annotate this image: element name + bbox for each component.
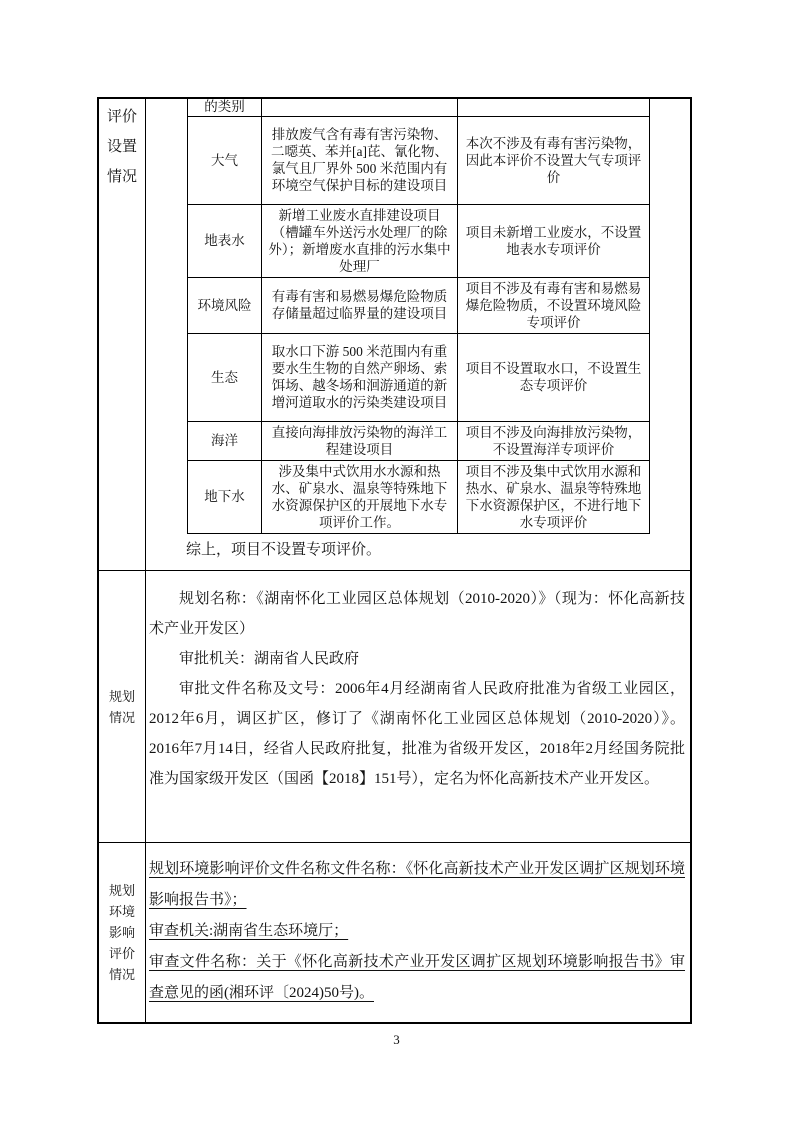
criteria-cell: 取水口下游 500 米范围内有重要水生生物的自然产卵场、索饵场、越冬场和洄游通道的新增河道取水的污染类建设项目 (262, 333, 458, 421)
category-cell: 生态 (188, 333, 262, 421)
label-line: 设置 (106, 139, 137, 155)
table-row-environmental-risk (188, 277, 650, 333)
category-cell: 大气 (188, 116, 262, 204)
label-line: 情况 (108, 967, 135, 982)
carryover-category-cell: 的类别 (188, 99, 262, 116)
planning-eia-paragraph: 规划环境影响评价文件名称文件名称：《怀化高新技术产业开发区调扩区规划环境影响报告书》； (149, 861, 685, 908)
planning-eia-content (146, 843, 690, 1022)
planning-paragraph: 审批机关：湖南省人民政府 (179, 651, 360, 667)
carryover-conclusion-cell (458, 99, 650, 116)
label-line: 环境 (108, 904, 135, 919)
conclusion-cell: 项目不涉及有毒有害和易燃易爆危险物质，不设置环境风险专项评价 (458, 277, 650, 333)
conclusion-cell: 项目不涉及向海排放污染物，不设置海洋专项评价 (458, 421, 650, 460)
carryover-criteria-cell (262, 99, 458, 116)
evaluation-setup-row (99, 99, 690, 570)
label-line: 规划 (108, 688, 135, 704)
planning-eia-row (99, 842, 690, 1022)
category-cell: 地下水 (188, 460, 262, 533)
table-row-ecology (188, 333, 650, 421)
conclusion-cell: 项目不设置取水口，不设置生态专项评价 (458, 333, 650, 421)
label-line: 评价 (108, 946, 135, 961)
planning-eia-paragraph: 审查文件名称：关于《怀化高新技术产业开发区调扩区规划环境影响报告书》审查意见的函(湘环评〔2024)50号)。 (149, 954, 685, 1001)
criteria-cell: 有毒有害和易燃易爆危险物质存储量超过临界量的建设项目 (262, 277, 458, 333)
planning-paragraph: 审批文件名称及文号：2006年4月经湖南省人民政府批准为省级工业园区，2012年6月，调区扩区，修订了《湖南怀化工业园区总体规划（2010-2020）》。2016年7月14日，经省人民政府批复，批准为省级开发区，2018年2月经国务院批准为国家级开发区（国函【2018】151号），定名为怀化高新技术产业开发区。 (149, 681, 685, 787)
category-cell: 海洋 (188, 421, 262, 460)
label-line: 情况 (108, 709, 135, 725)
criteria-cell: 涉及集中式饮用水水源和热水、矿泉水、温泉等特殊地下水资源保护区的开展地下水专项评价工作。 (262, 460, 458, 533)
evaluation-setup-row-label (99, 99, 146, 570)
criteria-cell: 新增工业废水直排建设项目（槽罐车外送污水处理厂的除外）；新增废水直排的污水集中处理厂 (262, 204, 458, 277)
special-topic-table (187, 99, 650, 534)
form-table (97, 97, 692, 1024)
conclusion-cell: 项目不涉及集中式饮用水源和热水、矿泉水、温泉等特殊地下水资源保护区，不进行地下水专项评价 (458, 460, 650, 533)
planning-content (146, 571, 690, 842)
label-line: 情况 (106, 169, 137, 185)
label-line: 规划 (108, 883, 135, 898)
category-cell: 地表水 (188, 204, 262, 277)
conclusion-cell: 项目未新增工业废水，不设置地表水专项评价 (458, 204, 650, 277)
planning-paragraph: 规划名称：《湖南怀化工业园区总体规划（2010-2020）》（现为：怀化高新技术产业开发区） (149, 591, 685, 637)
criteria-cell: 排放废气含有毒有害污染物、二噁英、苯并[a]芘、氰化物、氯气且厂界外 500 米范围内有环境空气保护目标的建设项目 (262, 116, 458, 204)
table-row-surface-water (188, 204, 650, 277)
table-row-carryover (188, 99, 650, 116)
planning-row (99, 570, 690, 842)
table-row-groundwater (188, 460, 650, 533)
category-cell: 环境风险 (188, 277, 262, 333)
summary-statement: 综上，项目不设置专项评价。 (186, 541, 382, 558)
evaluation-setup-content (146, 99, 690, 570)
label-line: 影响 (108, 925, 135, 940)
table-row-ocean (188, 421, 650, 460)
planning-eia-paragraph: 审查机关:湖南省生态环境厅； (149, 923, 349, 939)
planning-eia-row-label (99, 843, 146, 1022)
criteria-cell: 直接向海排放污染物的海洋工程建设项目 (262, 421, 458, 460)
label-line: 评价 (106, 109, 137, 125)
planning-row-label (99, 571, 146, 842)
page-number: 3 (393, 1032, 400, 1047)
table-row-atmosphere (188, 116, 650, 204)
conclusion-cell: 本次不涉及有毒有害污染物，因此本评价不设置大气专项评价 (458, 116, 650, 204)
